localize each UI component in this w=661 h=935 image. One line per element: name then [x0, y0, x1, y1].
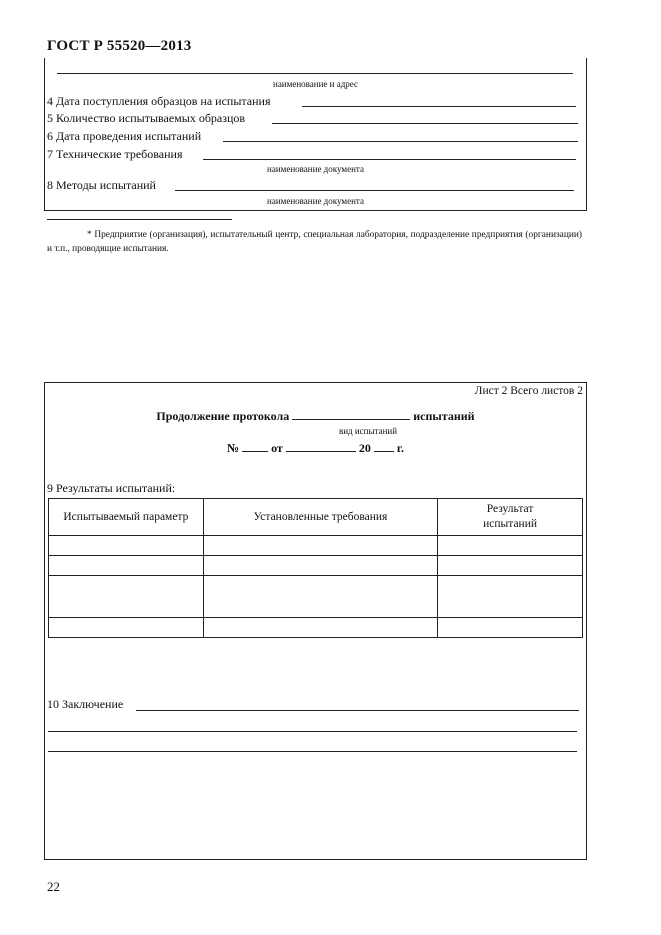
conclusion-blank-2[interactable]	[48, 731, 577, 732]
column-header-parameter: Испытываемый параметр	[49, 499, 204, 536]
standard-header: ГОСТ Р 55520—2013	[47, 38, 192, 54]
table-cell[interactable]	[438, 576, 583, 618]
table-row	[49, 556, 583, 576]
table-cell[interactable]	[203, 576, 437, 618]
table-cell[interactable]	[438, 536, 583, 556]
field-6-label: 6 Дата проведения испытаний	[47, 129, 202, 143]
field-6-blank[interactable]	[223, 141, 578, 142]
from-word: от	[271, 441, 283, 455]
address-blank	[57, 73, 573, 74]
continuation-title	[45, 408, 586, 424]
year-suffix: г.	[396, 441, 404, 455]
conclusion-blank-3[interactable]	[48, 751, 577, 752]
footnote-rule	[47, 219, 232, 220]
title-right: испытаний	[413, 409, 475, 423]
conclusion-blank-1[interactable]	[136, 710, 579, 711]
field-5-blank[interactable]	[272, 123, 578, 124]
table-cell[interactable]	[203, 618, 437, 638]
field-4-label: 4 Дата поступления образцов на испытания	[47, 94, 271, 108]
column-header-requirements: Установленные требования	[203, 499, 437, 536]
year-prefix: 20	[358, 441, 371, 455]
table-cell[interactable]	[438, 618, 583, 638]
table-cell[interactable]	[203, 556, 437, 576]
protocol-sheet-1-fragment	[44, 58, 587, 211]
test-type-blank[interactable]	[292, 408, 410, 420]
table-cell[interactable]	[203, 536, 437, 556]
table-cell[interactable]	[49, 536, 204, 556]
date-blank[interactable]	[286, 441, 356, 452]
field-4-blank[interactable]	[302, 106, 576, 107]
title-left: Продолжение протокола	[156, 409, 290, 423]
table-row	[49, 618, 583, 638]
sheet-info: Лист 2 Всего листов 2	[474, 385, 583, 397]
caption-document-1: наименование документа	[267, 164, 364, 174]
conclusion-label: 10 Заключение	[47, 697, 124, 711]
table-row	[49, 576, 583, 618]
field-7-label: 7 Технические требования	[47, 147, 183, 161]
caption-name-address: наименование и адрес	[273, 79, 358, 89]
caption-test-type: вид испытаний	[338, 426, 398, 436]
field-7-blank[interactable]	[203, 159, 576, 160]
protocol-sheet-2	[44, 382, 587, 860]
table-cell[interactable]	[49, 576, 204, 618]
number-sign: №	[227, 441, 240, 455]
results-label: 9 Результаты испытаний:	[47, 481, 176, 495]
year-blank[interactable]	[374, 441, 394, 452]
column-header-result: Результат испытаний	[438, 499, 583, 536]
number-blank[interactable]	[242, 441, 268, 452]
footnote-text: * Предприятие (организация), испытательный центр, специальная лаборатория, подразделение предприятия (организации) и т.п., проводящие испытания.	[47, 230, 582, 254]
field-5-label: 5 Количество испытываемых образцов	[47, 111, 246, 125]
protocol-number-line	[45, 441, 586, 456]
results-table	[48, 498, 583, 638]
table-cell[interactable]	[49, 618, 204, 638]
page-number: 22	[47, 879, 60, 894]
field-8-label: 8 Методы испытаний	[47, 178, 156, 192]
table-cell[interactable]	[438, 556, 583, 576]
table-cell[interactable]	[49, 556, 204, 576]
table-row	[49, 536, 583, 556]
caption-document-2: наименование документа	[267, 196, 364, 206]
field-8-blank[interactable]	[175, 190, 574, 191]
